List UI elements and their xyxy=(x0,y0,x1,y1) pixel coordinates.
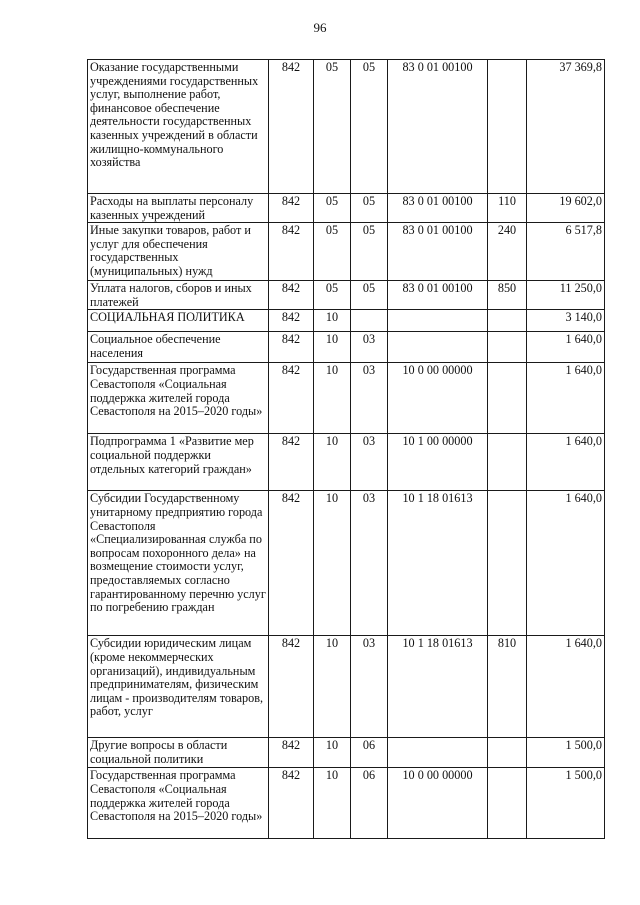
cell-rz: 10 xyxy=(314,768,351,839)
budget-table xyxy=(87,59,605,839)
cell-ved: 842 xyxy=(269,60,314,194)
cell-vr: 110 xyxy=(488,194,527,223)
cell-ved: 842 xyxy=(269,363,314,434)
cell-ved: 842 xyxy=(269,281,314,310)
cell-vr: 810 xyxy=(488,636,527,738)
cell-vr xyxy=(488,491,527,636)
cell-pr: 03 xyxy=(351,363,388,434)
cell-ved: 842 xyxy=(269,491,314,636)
cell-pr: 06 xyxy=(351,738,388,768)
table-row xyxy=(88,194,605,223)
cell-ved: 842 xyxy=(269,223,314,281)
cell-name: Расходы на выплаты персоналу казенных учреждений xyxy=(88,194,269,223)
table-row xyxy=(88,768,605,839)
cell-amount: 11 250,0 xyxy=(527,281,605,310)
cell-rz: 10 xyxy=(314,310,351,332)
cell-csr: 83 0 01 00100 xyxy=(388,60,488,194)
cell-rz: 05 xyxy=(314,281,351,310)
table-row xyxy=(88,738,605,768)
cell-csr: 83 0 01 00100 xyxy=(388,281,488,310)
cell-rz: 10 xyxy=(314,738,351,768)
cell-vr: 850 xyxy=(488,281,527,310)
cell-ved: 842 xyxy=(269,738,314,768)
cell-amount: 3 140,0 xyxy=(527,310,605,332)
cell-name: Социальное обеспечение населения xyxy=(88,332,269,363)
cell-csr: 10 0 00 00000 xyxy=(388,363,488,434)
cell-amount: 1 500,0 xyxy=(527,738,605,768)
cell-amount: 1 640,0 xyxy=(527,491,605,636)
cell-pr xyxy=(351,310,388,332)
table-row xyxy=(88,363,605,434)
cell-vr xyxy=(488,738,527,768)
cell-csr: 83 0 01 00100 xyxy=(388,194,488,223)
table-row xyxy=(88,310,605,332)
cell-vr xyxy=(488,332,527,363)
cell-rz: 10 xyxy=(314,332,351,363)
cell-vr xyxy=(488,363,527,434)
cell-amount: 1 500,0 xyxy=(527,768,605,839)
cell-csr: 10 1 00 00000 xyxy=(388,434,488,491)
cell-pr: 03 xyxy=(351,491,388,636)
cell-name: Другие вопросы в области социальной политики xyxy=(88,738,269,768)
cell-name: Подпрограмма 1 «Развитие мер социальной поддержки отдельных категорий граждан» xyxy=(88,434,269,491)
cell-name: Государственная программа Севастополя «Социальная поддержка жителей города Севастополя на 2015–2020 годы» xyxy=(88,768,269,839)
cell-pr: 05 xyxy=(351,223,388,281)
cell-rz: 05 xyxy=(314,194,351,223)
cell-csr: 10 0 00 00000 xyxy=(388,768,488,839)
cell-ved: 842 xyxy=(269,636,314,738)
cell-name: Уплата налогов, сборов и иных платежей xyxy=(88,281,269,310)
cell-amount: 1 640,0 xyxy=(527,363,605,434)
cell-pr: 06 xyxy=(351,768,388,839)
cell-csr xyxy=(388,738,488,768)
cell-ved: 842 xyxy=(269,768,314,839)
cell-rz: 10 xyxy=(314,363,351,434)
cell-amount: 1 640,0 xyxy=(527,434,605,491)
table-row xyxy=(88,636,605,738)
table-row xyxy=(88,281,605,310)
cell-ved: 842 xyxy=(269,194,314,223)
cell-pr: 03 xyxy=(351,636,388,738)
cell-pr: 05 xyxy=(351,60,388,194)
cell-vr xyxy=(488,768,527,839)
table-row xyxy=(88,491,605,636)
budget-table-body xyxy=(88,60,605,839)
cell-csr: 10 1 18 01613 xyxy=(388,491,488,636)
cell-csr xyxy=(388,310,488,332)
cell-name: СОЦИАЛЬНАЯ ПОЛИТИКА xyxy=(88,310,269,332)
cell-pr: 05 xyxy=(351,194,388,223)
table-row xyxy=(88,332,605,363)
cell-amount: 1 640,0 xyxy=(527,332,605,363)
cell-rz: 10 xyxy=(314,434,351,491)
cell-ved: 842 xyxy=(269,332,314,363)
table-row xyxy=(88,60,605,194)
cell-rz: 05 xyxy=(314,60,351,194)
cell-ved: 842 xyxy=(269,434,314,491)
cell-vr xyxy=(488,434,527,491)
cell-name: Иные закупки товаров, работ и услуг для обеспечения государственных (муниципальных) нужд xyxy=(88,223,269,281)
cell-name: Субсидии Государственному унитарному предприятию города Севастополя «Специализированная служба по вопросам похоронного дела» на возмещение стоимости услуг, предоставляемых согласно гарантированному перечню услуг по погребению граждан xyxy=(88,491,269,636)
cell-pr: 03 xyxy=(351,434,388,491)
cell-pr: 03 xyxy=(351,332,388,363)
cell-vr xyxy=(488,60,527,194)
cell-csr: 10 1 18 01613 xyxy=(388,636,488,738)
table-row xyxy=(88,223,605,281)
page-number: 96 xyxy=(313,20,327,35)
cell-ved: 842 xyxy=(269,310,314,332)
cell-amount: 19 602,0 xyxy=(527,194,605,223)
cell-pr: 05 xyxy=(351,281,388,310)
cell-name: Государственная программа Севастополя «Социальная поддержка жителей города Севастополя на 2015–2020 годы» xyxy=(88,363,269,434)
cell-csr xyxy=(388,332,488,363)
cell-amount: 37 369,8 xyxy=(527,60,605,194)
cell-name: Оказание государственными учреждениями государственных услуг, выполнение работ, финансовое обеспечение деятельности государственных казенных учреждений в области жилищно-коммунального хозяйства xyxy=(88,60,269,194)
cell-csr: 83 0 01 00100 xyxy=(388,223,488,281)
cell-name: Субсидии юридическим лицам (кроме некоммерческих организаций), индивидуальным предпринимателям, физическим лицам - производителям товаров, работ, услуг xyxy=(88,636,269,738)
cell-vr xyxy=(488,310,527,332)
cell-amount: 6 517,8 xyxy=(527,223,605,281)
cell-vr: 240 xyxy=(488,223,527,281)
cell-rz: 05 xyxy=(314,223,351,281)
cell-rz: 10 xyxy=(314,636,351,738)
cell-amount: 1 640,0 xyxy=(527,636,605,738)
cell-rz: 10 xyxy=(314,491,351,636)
table-row xyxy=(88,434,605,491)
